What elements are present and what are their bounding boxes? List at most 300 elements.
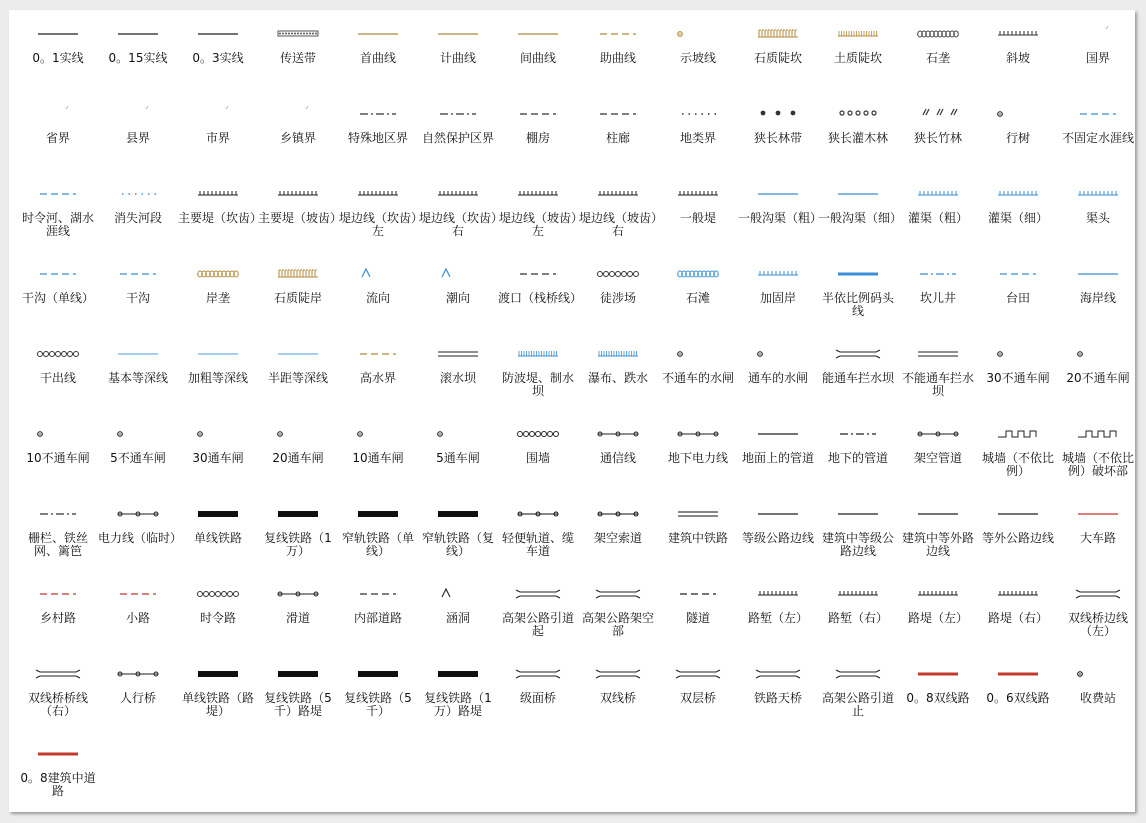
circle-chain-icon [188, 585, 248, 603]
symbol-label: 海岸线 [1079, 291, 1116, 305]
solid-line-icon [348, 25, 408, 43]
symbol-item[interactable] [258, 183, 343, 263]
symbol-item[interactable] [418, 503, 498, 583]
symbol-label: 市界 [205, 131, 230, 145]
symbol-label: 收费站 [1079, 691, 1116, 705]
symbol-item[interactable] [978, 503, 1058, 583]
symbol-item[interactable] [898, 343, 978, 423]
stone-ridge-icon [668, 265, 728, 283]
symbol-item[interactable] [98, 503, 183, 583]
symbol-item[interactable] [738, 263, 818, 343]
symbol-label: 一般沟渠（细） [818, 211, 903, 225]
symbol-label: 徒涉场 [599, 291, 636, 305]
symbol-item[interactable] [1058, 263, 1138, 343]
symbol-item[interactable] [498, 583, 578, 663]
symbol-item[interactable] [818, 263, 898, 343]
tick-line-icon [668, 185, 728, 203]
dash-line-icon [28, 185, 88, 203]
bamboo-icon [908, 105, 968, 123]
symbol-item[interactable] [1058, 503, 1138, 583]
node-line-icon [268, 585, 328, 603]
symbol-item[interactable] [578, 343, 658, 423]
symbol-item[interactable] [418, 103, 498, 183]
symbol-item[interactable] [978, 103, 1058, 183]
symbol-label: 城墙（不依比例） [981, 451, 1054, 478]
symbol-label: 0。1实线 [32, 51, 84, 65]
solid-line-icon [508, 25, 568, 43]
symbol-label: 30不通车闸 [986, 371, 1050, 385]
symbol-item[interactable] [258, 23, 338, 103]
dash-dot-line-icon [428, 105, 488, 123]
solid-line-icon [108, 345, 168, 363]
symbol-item[interactable] [978, 423, 1058, 503]
dash-dot-line-icon [908, 265, 968, 283]
symbol-item[interactable] [338, 503, 418, 583]
symbol-item[interactable] [658, 423, 738, 503]
tick-line-icon [588, 185, 648, 203]
solid-line-icon [988, 505, 1048, 523]
symbol-item[interactable] [978, 343, 1058, 423]
dot-mark-icon [748, 345, 808, 363]
symbol-item[interactable] [18, 423, 98, 503]
symbol-item[interactable] [818, 343, 898, 423]
dot-mark-icon [668, 25, 728, 43]
symbol-label: 石垄 [925, 51, 950, 65]
symbol-item[interactable] [18, 503, 98, 583]
symbol-label: 复线铁路（5千）路堤 [264, 691, 332, 718]
symbol-label: 灌渠（细） [987, 211, 1048, 225]
symbol-item[interactable] [178, 583, 258, 663]
symbol-label: 5通车闸 [436, 451, 480, 465]
symbol-label: 级面桥 [519, 691, 556, 705]
symbol-label: 地类界 [679, 131, 716, 145]
symbol-item[interactable] [258, 343, 338, 423]
conveyor-belt-icon [268, 25, 328, 43]
symbol-label: 0。8双线路 [906, 691, 970, 705]
solid-line-icon [268, 345, 328, 363]
symbol-item[interactable] [818, 503, 898, 583]
symbol-label: 高水界 [359, 371, 396, 385]
symbol-item[interactable] [98, 263, 178, 343]
shrub-line-icon [828, 105, 888, 123]
symbol-item[interactable] [98, 583, 178, 663]
symbol-item[interactable] [258, 103, 338, 183]
symbol-item[interactable] [738, 663, 818, 743]
dot-mark-icon [348, 425, 408, 443]
dot-mark-icon [988, 105, 1048, 123]
symbol-label: 一般堤 [679, 211, 716, 225]
symbol-item[interactable] [178, 503, 258, 583]
symbol-label: 路堤（右） [987, 611, 1048, 625]
solid-line-icon [188, 25, 248, 43]
tick-line-icon [908, 185, 968, 203]
symbol-item[interactable] [418, 23, 498, 103]
symbol-label: 地下电力线 [667, 451, 728, 465]
symbol-label: 双层桥 [679, 691, 716, 705]
symbol-item[interactable] [898, 103, 978, 183]
dot-mark-icon [428, 425, 488, 443]
symbol-label: 堤边线（坡齿）右 [578, 211, 657, 238]
solid-line-icon [748, 505, 808, 523]
symbol-label: 潮向 [445, 291, 470, 305]
symbol-item[interactable] [498, 503, 578, 583]
symbol-item[interactable] [818, 183, 903, 263]
symbol-label: 狭长竹林 [913, 131, 962, 145]
symbol-item[interactable] [738, 103, 818, 183]
symbol-label: 10通车闸 [352, 451, 404, 465]
symbol-label: 首曲线 [359, 51, 396, 65]
symbol-item[interactable] [818, 423, 898, 503]
symbol-item[interactable] [418, 583, 498, 663]
symbol-label: 渠头 [1085, 211, 1110, 225]
symbol-label: 20通车闸 [272, 451, 324, 465]
symbol-item[interactable] [658, 103, 738, 183]
rock-cliff-icon [268, 265, 328, 283]
double-line-icon [668, 505, 728, 523]
hatched-line-icon [588, 345, 648, 363]
symbol-label: 双线桥 [599, 691, 636, 705]
dash-line-icon [28, 265, 88, 283]
rail-line-icon [268, 505, 328, 523]
symbol-label: 电力线（临时） [98, 531, 183, 545]
symbol-item[interactable] [738, 183, 823, 263]
slash-mark-icon [28, 105, 88, 123]
symbol-item[interactable] [338, 583, 418, 663]
symbol-label: 时令河、湖水涯线 [21, 211, 94, 238]
symbol-label: 架空管道 [913, 451, 962, 465]
bridge-line-icon [668, 665, 728, 683]
symbol-item[interactable] [338, 103, 418, 183]
symbol-item[interactable] [578, 423, 658, 503]
dash-line-icon [668, 585, 728, 603]
symbol-item[interactable] [338, 263, 418, 343]
rock-cliff-icon [748, 25, 808, 43]
symbol-item[interactable] [978, 583, 1058, 663]
symbol-item[interactable] [1058, 343, 1138, 423]
symbol-label: 20不通车闸 [1066, 371, 1130, 385]
symbol-item[interactable] [18, 23, 98, 103]
solid-line-icon [908, 505, 968, 523]
symbol-label: 0。6双线路 [986, 691, 1050, 705]
symbol-item[interactable] [1058, 583, 1138, 663]
symbol-item[interactable] [338, 663, 418, 743]
symbol-label: 地面上的管道 [741, 451, 814, 465]
symbol-item[interactable] [98, 423, 178, 503]
symbol-item[interactable] [658, 343, 738, 423]
symbol-item[interactable] [418, 263, 498, 343]
solid-line-icon [28, 25, 88, 43]
symbol-item[interactable] [898, 263, 978, 343]
symbol-label: 复线铁路（1万） [264, 531, 332, 558]
symbol-label: 内部道路 [353, 611, 402, 625]
symbol-item[interactable] [338, 343, 418, 423]
symbol-item[interactable] [658, 663, 738, 743]
symbol-item[interactable] [98, 183, 178, 263]
dash-line-icon [108, 585, 168, 603]
dot-mark-icon [988, 345, 1048, 363]
symbol-label: 斜坡 [1005, 51, 1030, 65]
symbol-item[interactable] [178, 23, 258, 103]
symbol-label: 建筑中铁路 [667, 531, 728, 545]
symbol-label: 路堑（左） [747, 611, 808, 625]
tick-line-icon [828, 585, 888, 603]
symbol-item[interactable] [418, 343, 498, 423]
symbol-item[interactable] [898, 423, 978, 503]
symbol-item[interactable] [18, 343, 98, 423]
tick-line-icon [908, 585, 968, 603]
symbol-label: 乡村路 [39, 611, 76, 625]
rail-line-icon [428, 665, 488, 683]
symbol-item[interactable] [578, 183, 658, 263]
symbol-label: 国界 [1085, 51, 1110, 65]
symbol-label: 加固岸 [759, 291, 796, 305]
bridge-line-icon [28, 665, 88, 683]
symbol-item[interactable] [258, 583, 338, 663]
symbol-label: 建筑中等外路边线 [901, 531, 974, 558]
symbol-item[interactable] [18, 663, 98, 743]
solid-line-icon [428, 25, 488, 43]
symbol-item[interactable] [498, 423, 578, 503]
symbol-item[interactable] [738, 583, 818, 663]
symbol-label: 半距等深线 [267, 371, 328, 385]
symbol-label: 主要堤（坡齿） [258, 211, 343, 225]
symbol-item[interactable] [978, 183, 1058, 263]
symbol-item[interactable] [418, 183, 498, 263]
symbol-item[interactable] [658, 183, 738, 263]
symbol-item[interactable] [658, 503, 738, 583]
thick-line-icon [28, 745, 88, 763]
bridge-line-icon [508, 665, 568, 683]
symbol-item[interactable] [1058, 663, 1138, 743]
symbol-item[interactable] [1058, 23, 1138, 103]
symbol-item[interactable] [258, 423, 338, 503]
symbol-item[interactable] [98, 103, 178, 183]
symbol-label: 石质陡岸 [273, 291, 322, 305]
dot-mark-icon [28, 425, 88, 443]
symbol-item[interactable] [178, 103, 258, 183]
symbol-item[interactable] [258, 263, 338, 343]
symbol-label: 栅栏、铁丝网、篱笆 [27, 531, 88, 558]
symbol-label: 双线桥桥线（右） [27, 691, 88, 718]
symbol-label: 高架公路架空部 [581, 611, 654, 638]
arrow-mark-icon [348, 265, 408, 283]
symbol-item[interactable] [418, 423, 498, 503]
thick-line-icon [908, 665, 968, 683]
symbol-label: 建筑中等级公路边线 [821, 531, 894, 558]
symbol-label: 计曲线 [439, 51, 476, 65]
symbol-item[interactable] [578, 503, 658, 583]
symbol-item[interactable] [418, 663, 498, 743]
symbol-item[interactable] [18, 263, 98, 343]
symbol-item[interactable] [898, 503, 978, 583]
symbol-item[interactable] [978, 23, 1058, 103]
symbol-item[interactable] [898, 583, 978, 663]
symbol-item[interactable] [498, 23, 578, 103]
symbol-item[interactable] [658, 583, 738, 663]
dot-mark-icon [188, 425, 248, 443]
dotted-line-icon [108, 185, 168, 203]
symbol-item[interactable] [578, 583, 658, 663]
symbol-item[interactable] [98, 23, 178, 103]
symbol-item[interactable] [818, 583, 898, 663]
symbol-item[interactable] [658, 263, 738, 343]
symbol-label: 30通车闸 [192, 451, 244, 465]
symbol-item[interactable] [898, 663, 978, 743]
tick-line-icon [748, 265, 808, 283]
solid-line-icon [748, 185, 808, 203]
symbol-label: 干沟 [125, 291, 150, 305]
symbol-item[interactable] [738, 503, 818, 583]
symbol-label: 单线铁路（路堤） [181, 691, 254, 718]
bridge-line-icon [588, 585, 648, 603]
hatched-line-icon [508, 345, 568, 363]
symbol-item[interactable] [498, 263, 583, 343]
symbol-item[interactable] [498, 343, 578, 423]
symbol-item[interactable] [978, 263, 1058, 343]
symbol-item[interactable] [498, 663, 578, 743]
symbol-item[interactable] [178, 423, 258, 503]
symbol-item[interactable] [578, 663, 658, 743]
rail-line-icon [428, 505, 488, 523]
symbol-item[interactable] [178, 263, 258, 343]
symbol-item[interactable] [578, 103, 658, 183]
symbol-item[interactable] [178, 343, 258, 423]
dotted-line-icon [668, 105, 728, 123]
symbol-item[interactable] [98, 663, 178, 743]
symbol-item[interactable] [578, 263, 658, 343]
symbol-label: 大车路 [1079, 531, 1116, 545]
solid-line-icon [828, 185, 888, 203]
solid-line-icon [108, 25, 168, 43]
rail-line-icon [348, 505, 408, 523]
symbol-label: 坎儿井 [919, 291, 956, 305]
symbol-label: 干沟（单线） [21, 291, 94, 305]
rail-line-icon [348, 665, 408, 683]
symbol-label: 堤边线（坡齿）左 [498, 211, 577, 238]
symbol-label: 不通车的水闸 [661, 371, 734, 385]
symbol-label: 特殊地区界 [347, 131, 408, 145]
dash-line-icon [28, 585, 88, 603]
symbol-label: 路堤（左） [907, 611, 968, 625]
symbol-item[interactable] [498, 183, 578, 263]
symbol-item[interactable] [738, 23, 818, 103]
tick-line-icon [428, 185, 488, 203]
symbol-item[interactable] [338, 423, 418, 503]
symbol-label: 石滩 [685, 291, 710, 305]
symbol-item[interactable] [98, 343, 178, 423]
symbol-item[interactable] [658, 23, 738, 103]
symbol-item[interactable] [178, 663, 258, 743]
symbol-label: 加粗等深线 [187, 371, 248, 385]
slash-mark-icon [268, 105, 328, 123]
dash-line-icon [348, 585, 408, 603]
dot-mark-icon [108, 425, 168, 443]
symbol-item[interactable] [1058, 423, 1138, 503]
dash-line-icon [1068, 105, 1128, 123]
double-line-icon [908, 345, 968, 363]
symbol-item[interactable] [1058, 103, 1138, 183]
thick-line-icon [828, 265, 888, 283]
symbol-label: 狭长灌木林 [827, 131, 888, 145]
symbol-item[interactable] [1058, 183, 1138, 263]
symbol-label: 基本等深线 [107, 371, 168, 385]
symbol-item[interactable] [18, 183, 98, 263]
symbol-item[interactable] [978, 663, 1058, 743]
symbol-item[interactable] [898, 183, 978, 263]
symbol-label: 时令路 [199, 611, 236, 625]
node-line-icon [108, 665, 168, 683]
symbol-item[interactable] [18, 103, 98, 183]
symbol-item[interactable] [818, 23, 898, 103]
symbol-item[interactable] [818, 103, 898, 183]
symbol-item[interactable] [498, 103, 578, 183]
symbol-item[interactable] [18, 743, 98, 823]
symbol-label: 台田 [1005, 291, 1030, 305]
arrow-mark-icon [428, 265, 488, 283]
symbol-label: 防波堤、制水坝 [501, 371, 574, 398]
symbol-item[interactable] [18, 583, 98, 663]
symbol-label: 渡口（栈桥线） [498, 291, 583, 305]
tree-dots-icon [748, 105, 808, 123]
circle-chain-icon [508, 425, 568, 443]
tick-line-icon [268, 185, 328, 203]
symbol-item[interactable] [818, 663, 898, 743]
symbol-label: 轻便轨道、缆车道 [501, 531, 574, 558]
symbol-label: 岸垄 [205, 291, 230, 305]
double-line-icon [428, 345, 488, 363]
symbol-item[interactable] [738, 423, 818, 503]
solid-line-icon [828, 505, 888, 523]
symbol-item[interactable] [338, 23, 418, 103]
node-line-icon [588, 505, 648, 523]
symbol-item[interactable] [898, 23, 978, 103]
node-line-icon [588, 425, 648, 443]
dash-dot-line-icon [28, 505, 88, 523]
node-line-icon [908, 425, 968, 443]
symbol-label: 半依比例码头线 [821, 291, 894, 318]
symbol-item[interactable] [338, 183, 418, 263]
symbol-label: 0。3实线 [192, 51, 244, 65]
symbol-label: 狭长林带 [753, 131, 802, 145]
symbol-label: 铁路天桥 [753, 691, 802, 705]
castle-wall-icon [988, 425, 1048, 443]
symbol-item[interactable] [738, 343, 818, 423]
symbol-label: 窄轨铁路（复线） [421, 531, 494, 558]
symbol-label: 干出线 [39, 371, 76, 385]
symbol-item[interactable] [258, 503, 338, 583]
symbol-label: 双线桥边线（左） [1067, 611, 1128, 638]
symbol-label: 路堑（右） [827, 611, 888, 625]
symbol-label: 高架公路引道起 [501, 611, 574, 638]
dash-line-icon [348, 345, 408, 363]
symbol-label: 小路 [125, 611, 150, 625]
symbol-item[interactable] [578, 23, 658, 103]
symbol-label: 棚房 [525, 131, 550, 145]
bridge-line-icon [748, 665, 808, 683]
symbol-label: 一般沟渠（粗） [738, 211, 823, 225]
symbol-label: 人行桥 [119, 691, 156, 705]
symbol-label: 单线铁路 [193, 531, 242, 545]
circle-chain-icon [588, 265, 648, 283]
tick-line-icon [348, 185, 408, 203]
dash-line-icon [508, 105, 568, 123]
dot-mark-icon [668, 345, 728, 363]
tick-line-icon [1068, 185, 1128, 203]
symbol-item[interactable] [258, 663, 338, 743]
symbol-item[interactable] [178, 183, 263, 263]
dot-mark-icon [1068, 345, 1128, 363]
dash-line-icon [588, 105, 648, 123]
